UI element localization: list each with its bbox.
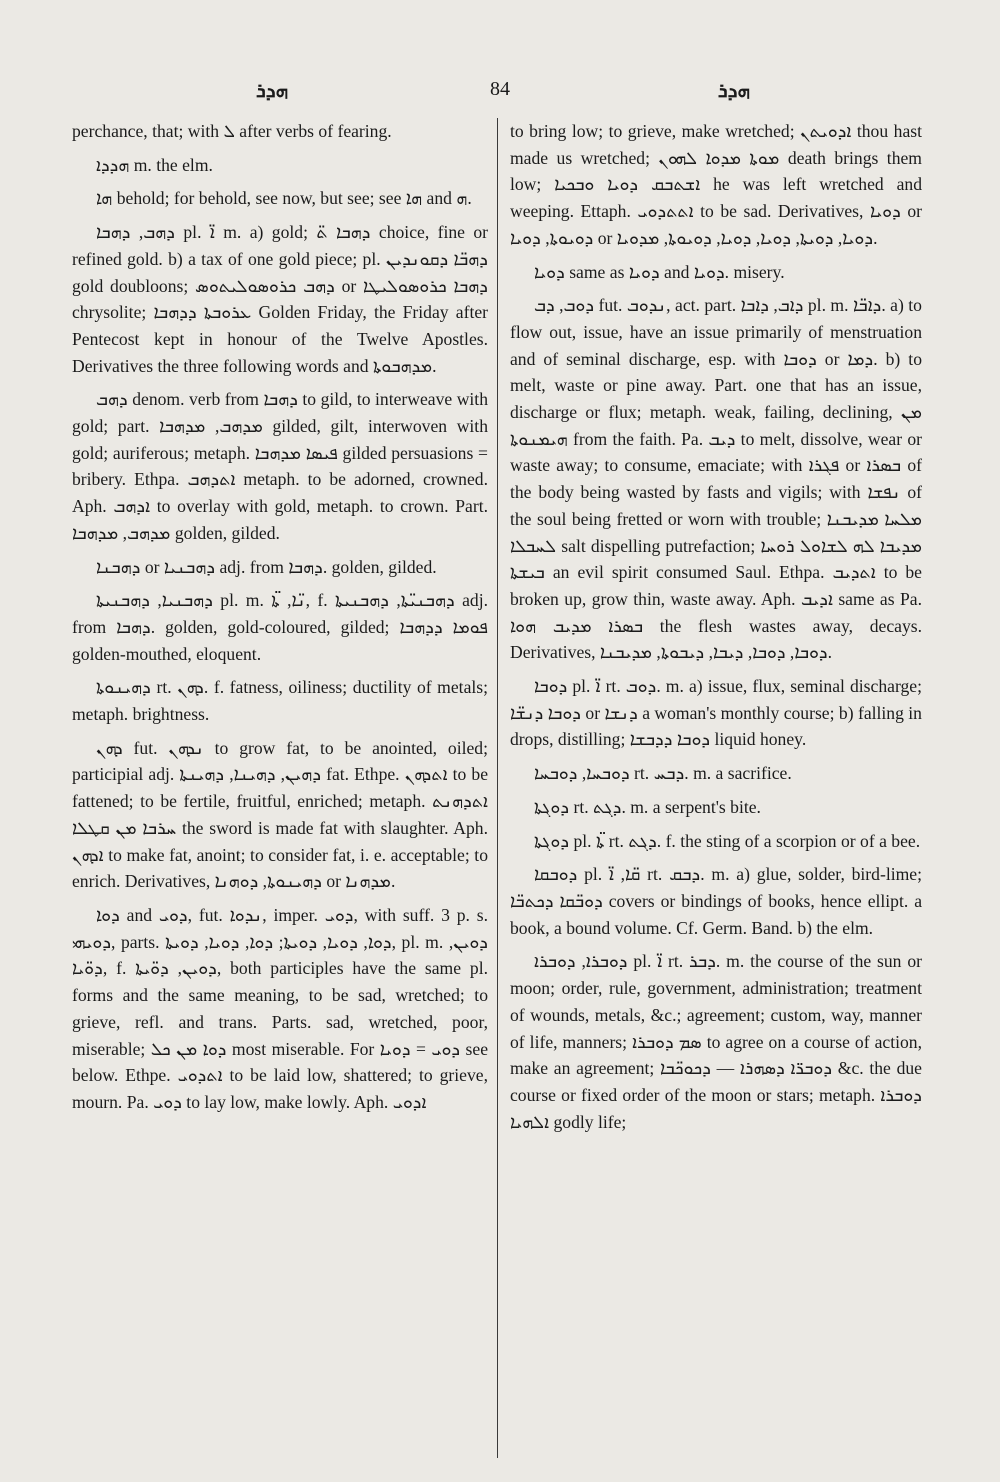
dictionary-entry: ܕܘܒܩܐ pl. ܩ̈ܐ, ܐ̈ rt. ܕܒܩ. m. a) glue, solder, bird-lime; ܕܘܒ̈ܩܐ ܕܟܬܒ̈ܐ covers or bindings of books, hence ellipt. a book, a bound volume. Cf. Germ. Band. b) the elm.: [510, 864, 922, 938]
dictionary-entry: ܕܗܒܢܝܐ, ܕܗܒܢܝܬܐ pl. m. ܢ̈ܐ, ܬ̈ܐ, f. ܕܗܒܢܝ̈ܬܐ, ܕܗܒܢܝܬܐ adj. from ܕܗܒܐ. golden, gold-coloured, gilded; ܦܘܡܐ ܕܕܗܒܐ golden-mouthed, eloquent.: [72, 590, 488, 664]
dictionary-entry: ܕܘܒ, ܕܒ fut. ܢܕܘܒ, act. part. ܕܐܒ, ܕܐܒܐ pl. m. ܕܐܒ̈ܐ. a) to flow out, issue, have an issue primarily of menstruation and of seminal discharge, esp. with ܕܘܒܐ or ܕܡܐ. b) to melt, waste or pine away. Part. one that has an issue, discharge or flux; metaph. weak, failing, declining, ܡܢ ܗܝܡܢܘܬܐ from the faith. Pa. ܕܝܒ to melt, dissolve, wear or waste away; to consume, emaciate; with ܦܓܪܐ or ܒܣܪܐ of the body being wasted by fasts and vigils; with ܢܦܫܐ of the soul being fretted or worn with trouble; ܡܠܚܐ ܡܕܝܒܢܐ ܠܚܒܠܐ salt dispelling putrefaction; ܡܕܝܒܐ ܠܗ ܠܫܐܘܠ ܪܘܚܐ ܒܝܫܬܐ an evil spirit consumed Saul. Ethpa. ܐܬܕܝܒ to be broken up, grow thin, waste away. Aph. ܐܕܝܒ same as Pa. ܒܣܪܐ ܡܕܝܒ ܗܘܐ the flesh wastes away, decays. Derivatives, ܕܘܒܐ, ܕܘܒܐ, ܕܝܒܐ, ܕܝܒܘܬܐ, ܡܕܝܒܢܐ.: [510, 295, 923, 663]
dictionary-entry: ܕܗܢ fut. ܢܕܗܢ to grow fat, to be anointed, oiled; participial adj. ܕܗܝܢ, ܕܗܝܢܐ, ܕܗܝܢܬܐ fat. Ethpe. ܐܬܕܗܢ to be fattened; to be fertile, fruitful, enriched; metaph. ܐܬܕܗܢܬ ܚܪܒܐ ܡܢ ܩܛܠܐ the sword is made fat with slaughter. Aph. ܐܕܗܢ to make fat, anoint; to consider fat, i. e. acceptable; to enrich. Derivatives, ܕܗܝܢܘܬܐ, ܕܘܗܢܐ or ܡܕܗܢܐ.: [72, 737, 489, 892]
running-head-right: ܗܕܪ: [717, 78, 750, 102]
dictionary-entry: ܕܘܝܐ same as ܕܘܝܐ and ܕܘܝܐ. misery.: [534, 261, 785, 282]
left-column: [72, 118, 488, 1116]
dictionary-entry: ܕܗܒܢܐ or ܕܗܒܢܝܐ adj. from ܕܗܒܐ. golden, gilded.: [96, 556, 437, 577]
dictionary-entry: ܕܗܒ, ܕܗܒܐ pl. ܐ̈ m. a) gold; ܕܗܒܐ ܬ̈ choice, fine or refined gold. b) a tax of one gold piece; pl. ܕܗܒ̈ܐ ܕܩܘܢܕܝܢ gold doubloons; ܕܗܒ ܟܪܘܣܘܠܝܬܘܣ or ܕܗܒܐ ܟܪܘܣܘܠܝܛܐ chrysolite; ܥܪܘܒܬܐ ܕܕܗܒܐ Golden Friday, the Friday after Pentecost kept in honour of the Twelve Apostles. Derivatives the three following words and ܡܕܗܒܘܬܐ.: [72, 222, 489, 376]
dictionary-entry: ܗܕܕܐ m. the elm.: [96, 154, 213, 175]
dictionary-entry: ܕܗܒ denom. verb from ܕܗܒܐ to gild, to interweave with gold; part. ܡܕܗܒ, ܡܕܗܒܐ gilded, gilt, interwoven with gold; auriferous; metaph. ܦܝܣܐ ܡܕܗܒܐ gilded persuasions = bribery. Ethpa. ܐܬܕܗܒ metaph. to be adorned, crowned. Aph. ܐܕܗܒ to overlay with gold, metaph. to crown. Part. ܡܕܗܒ, ܡܕܗܒܐ golden, gilded.: [72, 389, 488, 543]
dictionary-entry: perchance, that; with ܠ after verbs of fearing.: [72, 121, 392, 141]
dictionary-entry: ܕܘܐ and ܕܘܝ, fut. ܢܕܘܐ, imper. ܕܘܝ, with suff. 3 p. s. ܕܘܝܗܝ, parts. ܕܘܐ, ܕܘܝܐ, ܕܘܝܬܐ; ܕܘܐ, ܕܘܝܐ, ܕܘܝܬܐ, pl. m. ܕܘܝܢ, ܕܘ̈ܝܐ, f. ܕܘܝܢ, ܕܘ̈ܝܬܐ, both participles have the same pl. forms and the same meaning, to be sad, wretched; to grieve, refl. and trans. Parts. sad, wretched, poor, miserable; ܕܘܐ ܡܢ ܟܠ most miserable. For ܕܘܝ = ܕܘܝܐ see below. Ethpe. ܐܬܕܘܝ to be laid low, shattered; to grieve, mourn. Pa. ܕܘܝ to lay low, make lowly. Aph. ܐܕܘܝ: [72, 904, 489, 1112]
dictionary-entry: ܕܘܒܚܐ, ܕܘܒܚܐ rt. ܕܒܚ. m. a sacrifice.: [534, 763, 792, 784]
dictionary-entry: ܕܘܓܬܐ rt. ܕܓܬ. m. a serpent's bite.: [534, 796, 761, 817]
dictionary-entry: ܕܘܒܐ pl. ܐ̈ rt. ܕܘܒ. m. a) issue, flux, seminal discharge; ܕܘܒܐ ܕܢܫ̈ܐ or ܕܢܫܐ a woman's monthly course; b) falling in drops, distilling; ܕܘܒܐ ܕܕܒܫܐ liquid honey.: [510, 676, 922, 750]
dictionary-entry: to bring low; to grieve, make wretched; ܐܕܘܝܬܢ thou hast made us wretched; ܡܘܬܐ ܡܕܘܐ ܠܗܘܢ death brings them low; ܐܫܬܒܩ ܕܘܝܐ ܘܒܟܝܐ he was left wretched and weeping. Ettaph. ܐܬܬܕܘܝ to be sad. Derivatives, ܕܘܝܐ or ܕܘܝܘܬܐ, ܕܘܝܐ or ܕܘܝܐ, ܕܘܝܬܐ, ܕܘܝܐ, ܕܘܝܐ, ܕܘܝܘܬܐ, ܡܕܘܝܐ.: [510, 121, 922, 248]
page-header: [60, 74, 940, 110]
dictionary-entry: ܕܘܒܪܐ, ܕܘܒܪܐ pl. ܐ̈ rt. ܕܒܪ. m. the course of the sun or moon; order, rule, government, administration; treatment of wounds, metals, &c.; agreement; custom, way, manner of life, manners; ܣܡ ܕܘܒܪܐ to agree on a course of action, make an agreement; ܕܘܒܪ̈ܐ ܕܣܗܪܐ — ܕܟܘܟ̈ܒܐ &c. the due course or fixed order of the moon or stars; metaph. ܕܘܒܪܐ ܐܠܗܝܐ godly life;: [510, 951, 922, 1132]
column-divider: [497, 118, 498, 1458]
dictionary-entry: ܕܗܝܢܘܬܐ rt. ܕܗܢ. f. fatness, oiliness; ductility of metals; metaph. brightness.: [72, 677, 488, 725]
running-head-left: ܗܕܪ: [256, 78, 289, 102]
right-column: [510, 118, 922, 1135]
dictionary-entry: ܕܘܓܬܐ pl. ܬ̈ܐ rt. ܕܓܬ. f. the sting of a scorpion or of a bee.: [534, 830, 921, 851]
dictionary-entry: ܗܐ behold; for behold, see now, but see; see ܗܐ and ܗ.: [96, 188, 472, 209]
page-number: 84: [490, 78, 510, 100]
